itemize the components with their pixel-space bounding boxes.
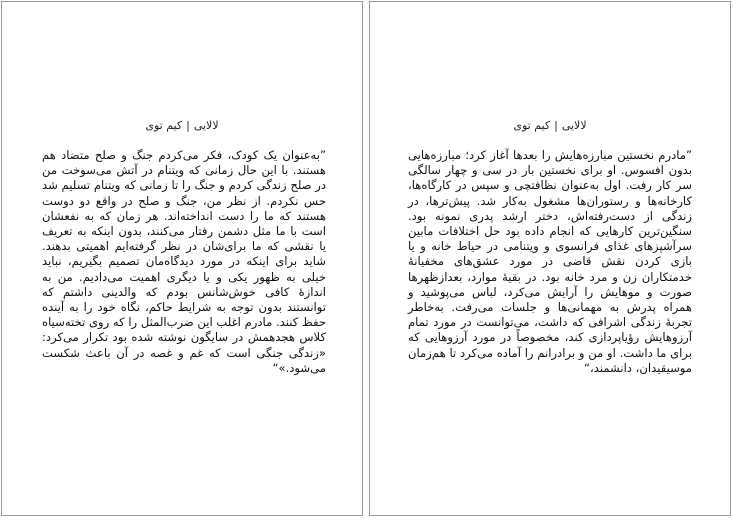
page-body-text: ”مادرم نخستین مبارزه‌هایش را بعدها آغاز کرد؛ مبارزه‌هایی بدون افسوس. او برای نخستین بار در سی و چهار سالگی سر کار رفت. اول به‌عنوان نظافتچی و سپس در کارگاه‌ها، کارخانه‌ها و رستوران‌ها مشغول به‌کار شد. پیش‌ترها، در زندگی از دست‌رفته‌اش، دختر ارشد پدری نمونه بود. سنگین‌ترین کارهایی که انجام داده بود حل اختلافات مابین سرآشپزهای غذای فرانسوی و ویتنامی در حیاط خانه و یا بازی کردن نقش قاضی در مورد عشق‌های مخفیانهٔ خدمتکاران زن و مرد خانه بود. در بقیهٔ موارد، بعدازظهرها صورت و موهایش را آرایش می‌کرد، لباس می‌پوشید و همراه پدرش به مهمانی‌ها و جلسات می‌رفت. به‌خاطر تجربهٔ زندگی اشرافی که داشت، می‌توانست در مورد تمام آرزوهایش رؤیاپردازی کند، مخصوصاً در مورد آرزوهایی که برای ما داشت. او من و برادرانم را آماده می‌کرد تا هم‌زمان موسیقیدان، دانشمند،“	[408, 148, 692, 375]
book-page-left	[1, 1, 363, 516]
header-author: کیم توی	[145, 119, 183, 132]
running-header	[2, 119, 362, 132]
header-title: لالایی	[193, 119, 219, 132]
header-title: لالایی	[561, 119, 587, 132]
page-body-text: ”به‌عنوان یک کودک، فکر می‌کردم جنگ و صلح متضاد هم هستند. با این حال زمانی که ویتنام در آتش می‌سوخت من در صلح زندگی کردم و جنگ را تا زمانی که ویتنام تسلیم شد حس نکردم. از نظر من، جنگ و صلح در واقع دو دوست هستند که ما را دست انداخته‌اند. هر زمان که به نفعشان است با ما مثل دشمن رفتار می‌کنند، بدون اینکه به تعریف یا نقشی که ما برای‌شان در نظر گرفته‌ایم اهمیتی بدهند. شاید برای اینکه در مورد دیدگاه‌مان تصمیم بگیریم، نباید خیلی به ظهور یکی و یا دیگری اهمیت می‌دادیم. من به اندازهٔ کافی خوش‌شانس بودم که والدینی داشتم که توانستند بدون توجه به شرایط حاکم، نگاه خود را به آینده حفظ کنند. مادرم اغلب این ضرب‌المثل را که روی تخته‌سیاه کلاس هجدهمش در سایگون نوشته شده بود تکرار می‌کرد: «زندگی جنگی است که غم و غصه در آن باعث شکست می‌شود.»“	[42, 148, 326, 375]
header-author: کیم توی	[513, 119, 551, 132]
running-header	[370, 119, 730, 132]
book-page-right	[369, 1, 731, 516]
header-separator: |	[554, 119, 558, 132]
header-separator: |	[186, 119, 190, 132]
